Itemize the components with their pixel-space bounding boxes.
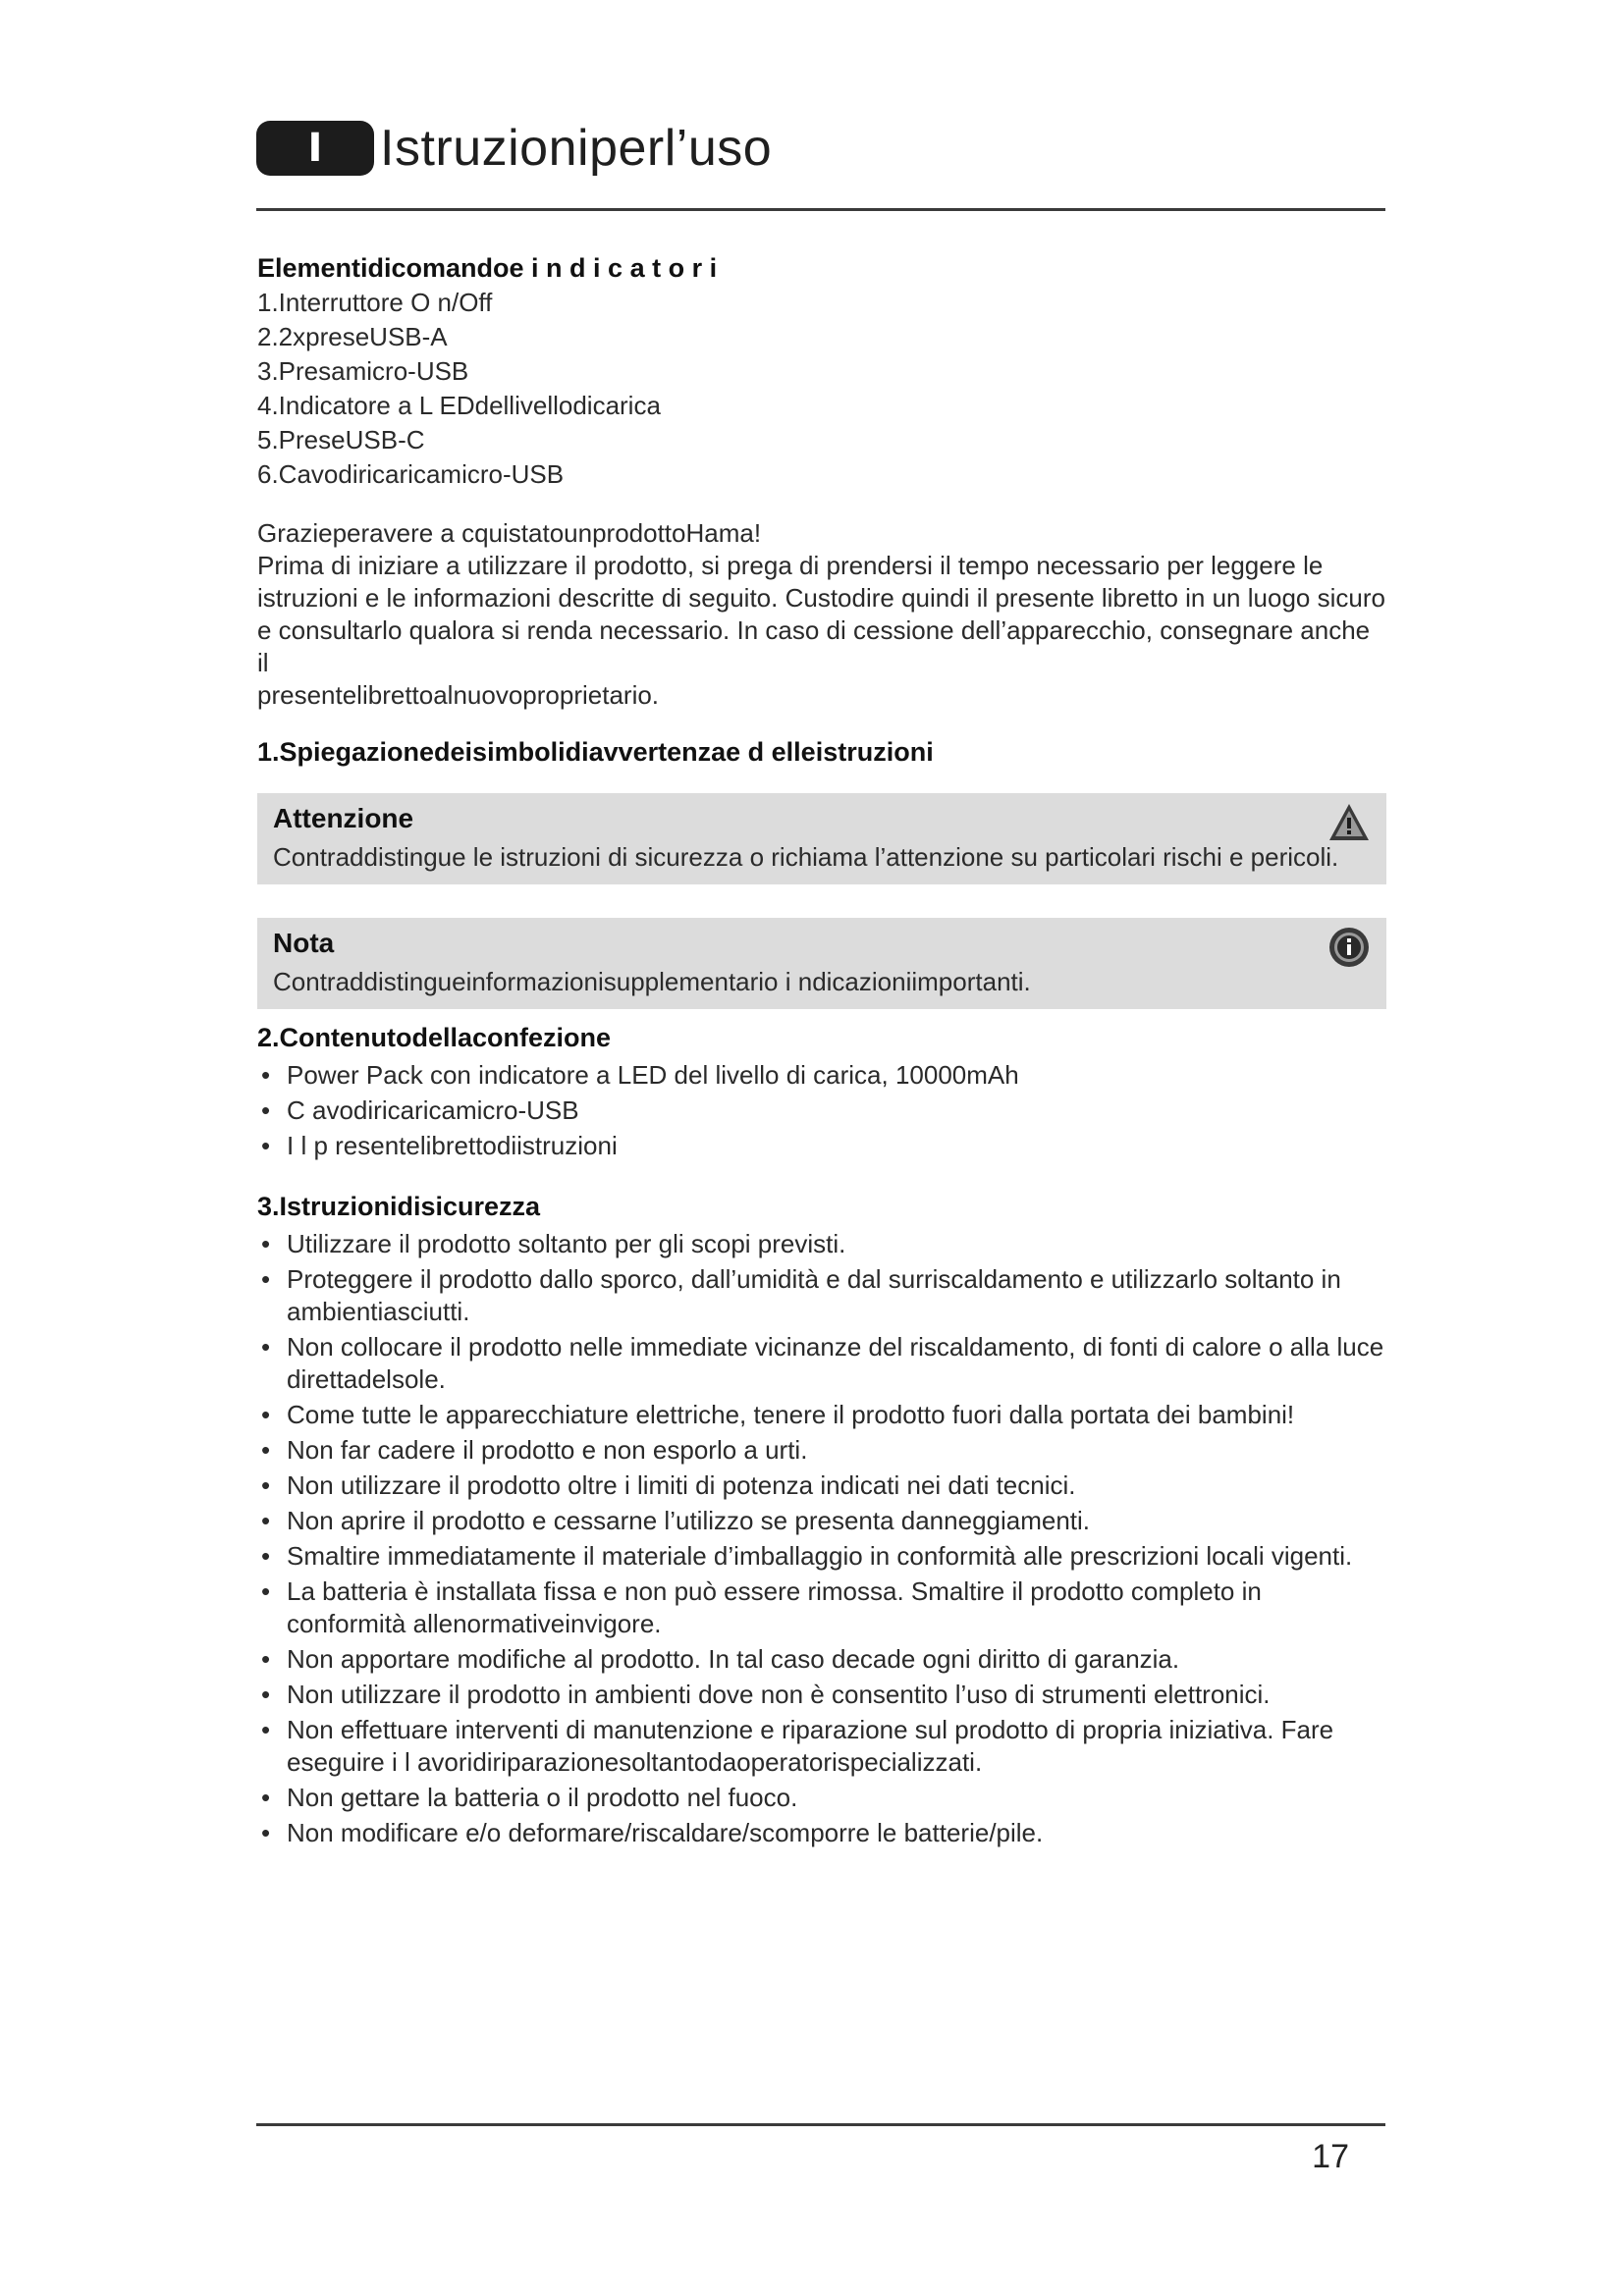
list-item: • Non apportare modifiche al prodotto. In tal caso decade ogni diritto di garanzia. xyxy=(257,1643,1386,1676)
controls-item: 3.Presamicro-USB xyxy=(257,356,469,386)
package-contents-list xyxy=(257,1059,1386,1162)
intro-line: Grazieperavere a cquistatounprodottoHama! xyxy=(257,518,762,548)
intro-line: e consultarlo qualora si renda necessario. In caso di cessione dell’apparecchio, consegnare anche il xyxy=(257,615,1371,677)
list-item: • Smaltire immediatamente il materiale d’imballaggio in conformità alle prescrizioni locali vigenti. xyxy=(257,1540,1386,1573)
list-item: • Non aprire il prodotto e cessarne l’utilizzo se presenta danneggiamenti. xyxy=(257,1505,1386,1537)
language-badge: I xyxy=(256,121,374,176)
intro-line: istruzioni e le informazioni descritte di seguito. Custodire quindi il presente libretto in un luogo sicuro xyxy=(257,583,1385,613)
footer-divider xyxy=(256,2123,1385,2126)
controls-heading: Elementidicomandoe i n d i c a t o r i xyxy=(257,253,718,283)
list-item: • La batteria è installata fissa e non può essere rimossa. Smaltire il prodotto completo in conformità allenormativeinvigore. xyxy=(257,1575,1386,1640)
list-item: • Non far cadere il prodotto e non esporlo a urti. xyxy=(257,1434,1386,1467)
safety-list xyxy=(257,1228,1386,1849)
list-item: • I l p resentelibrettodiistruzioni xyxy=(257,1130,1386,1162)
intro-line: Prima di iniziare a utilizzare il prodotto, si prega di prendersi il tempo necessario per leggere le xyxy=(257,551,1324,580)
note-title: Nota xyxy=(273,928,335,958)
controls-item: 1.Interruttore O n/Off xyxy=(257,288,493,317)
list-item: • Non modificare e/o deformare/riscaldare/scomporre le batterie/pile. xyxy=(257,1817,1386,1849)
list-item: • Utilizzare il prodotto soltanto per gli scopi previsti. xyxy=(257,1228,1386,1260)
note-box xyxy=(257,918,1386,1009)
list-item: • Come tutte le apparecchiature elettriche, tenere il prodotto fuori dalla portata dei bambini! xyxy=(257,1399,1386,1431)
section1-heading: 1.Spiegazionedeisimbolidiavvertenzae d elleistruzioni xyxy=(257,737,934,767)
list-item: • Non gettare la batteria o il prodotto nel fuoco. xyxy=(257,1782,1386,1814)
info-icon xyxy=(1327,926,1371,969)
list-item: • Non effettuare interventi di manutenzione e riparazione sul prodotto di propria iniziativa. Fare eseguire i l avoridiriparazionesoltantodaoperatorispecializzati. xyxy=(257,1714,1386,1779)
list-item: • Proteggere il prodotto dallo sporco, dall’umidità e dal surriscaldamento e utilizzarlo soltanto in ambientiasciutti. xyxy=(257,1263,1386,1328)
controls-list xyxy=(257,286,1386,492)
controls-item: 2.2xpreseUSB-A xyxy=(257,322,448,351)
warning-box xyxy=(257,793,1386,884)
intro-line: presentelibrettoalnuovoproprietario. xyxy=(257,680,660,710)
list-item: • C avodiricaricamicro-USB xyxy=(257,1095,1386,1127)
page-title: Istruzioniperl’uso xyxy=(380,120,773,177)
note-text: Contraddistingueinformazionisupplementario i ndicazioniimportanti. xyxy=(273,967,1031,996)
controls-item: 4.Indicatore a L EDdellivellodicarica xyxy=(257,391,661,420)
warning-triangle-icon xyxy=(1327,801,1371,844)
list-item: • Power Pack con indicatore a LED del livello di carica, 10000mAh xyxy=(257,1059,1386,1092)
controls-item: 5.PreseUSB-C xyxy=(257,425,425,454)
list-item: • Non utilizzare il prodotto in ambienti dove non è consentito l’uso di strumenti elettronici. xyxy=(257,1679,1386,1711)
controls-item: 6.Cavodiricaricamicro-USB xyxy=(257,459,565,489)
list-item: • Non collocare il prodotto nelle immediate vicinanze del riscaldamento, di fonti di calore o alla luce direttadelsole. xyxy=(257,1331,1386,1396)
page-content xyxy=(257,245,1386,1852)
warning-text: Contraddistingue le istruzioni di sicurezza o richiama l’attenzione su particolari rischi e pericoli. xyxy=(273,842,1339,872)
header-divider xyxy=(256,208,1385,211)
page-header xyxy=(256,118,772,179)
section3-heading: 3.Istruzionidisicurezza xyxy=(257,1192,541,1221)
warning-title: Attenzione xyxy=(273,803,414,833)
section2-heading: 2.Contenutodellaconfezione xyxy=(257,1023,612,1052)
intro-paragraph xyxy=(257,517,1386,712)
list-item: • Non utilizzare il prodotto oltre i limiti di potenza indicati nei dati tecnici. xyxy=(257,1469,1386,1502)
page-number: 17 xyxy=(1312,2138,1349,2175)
